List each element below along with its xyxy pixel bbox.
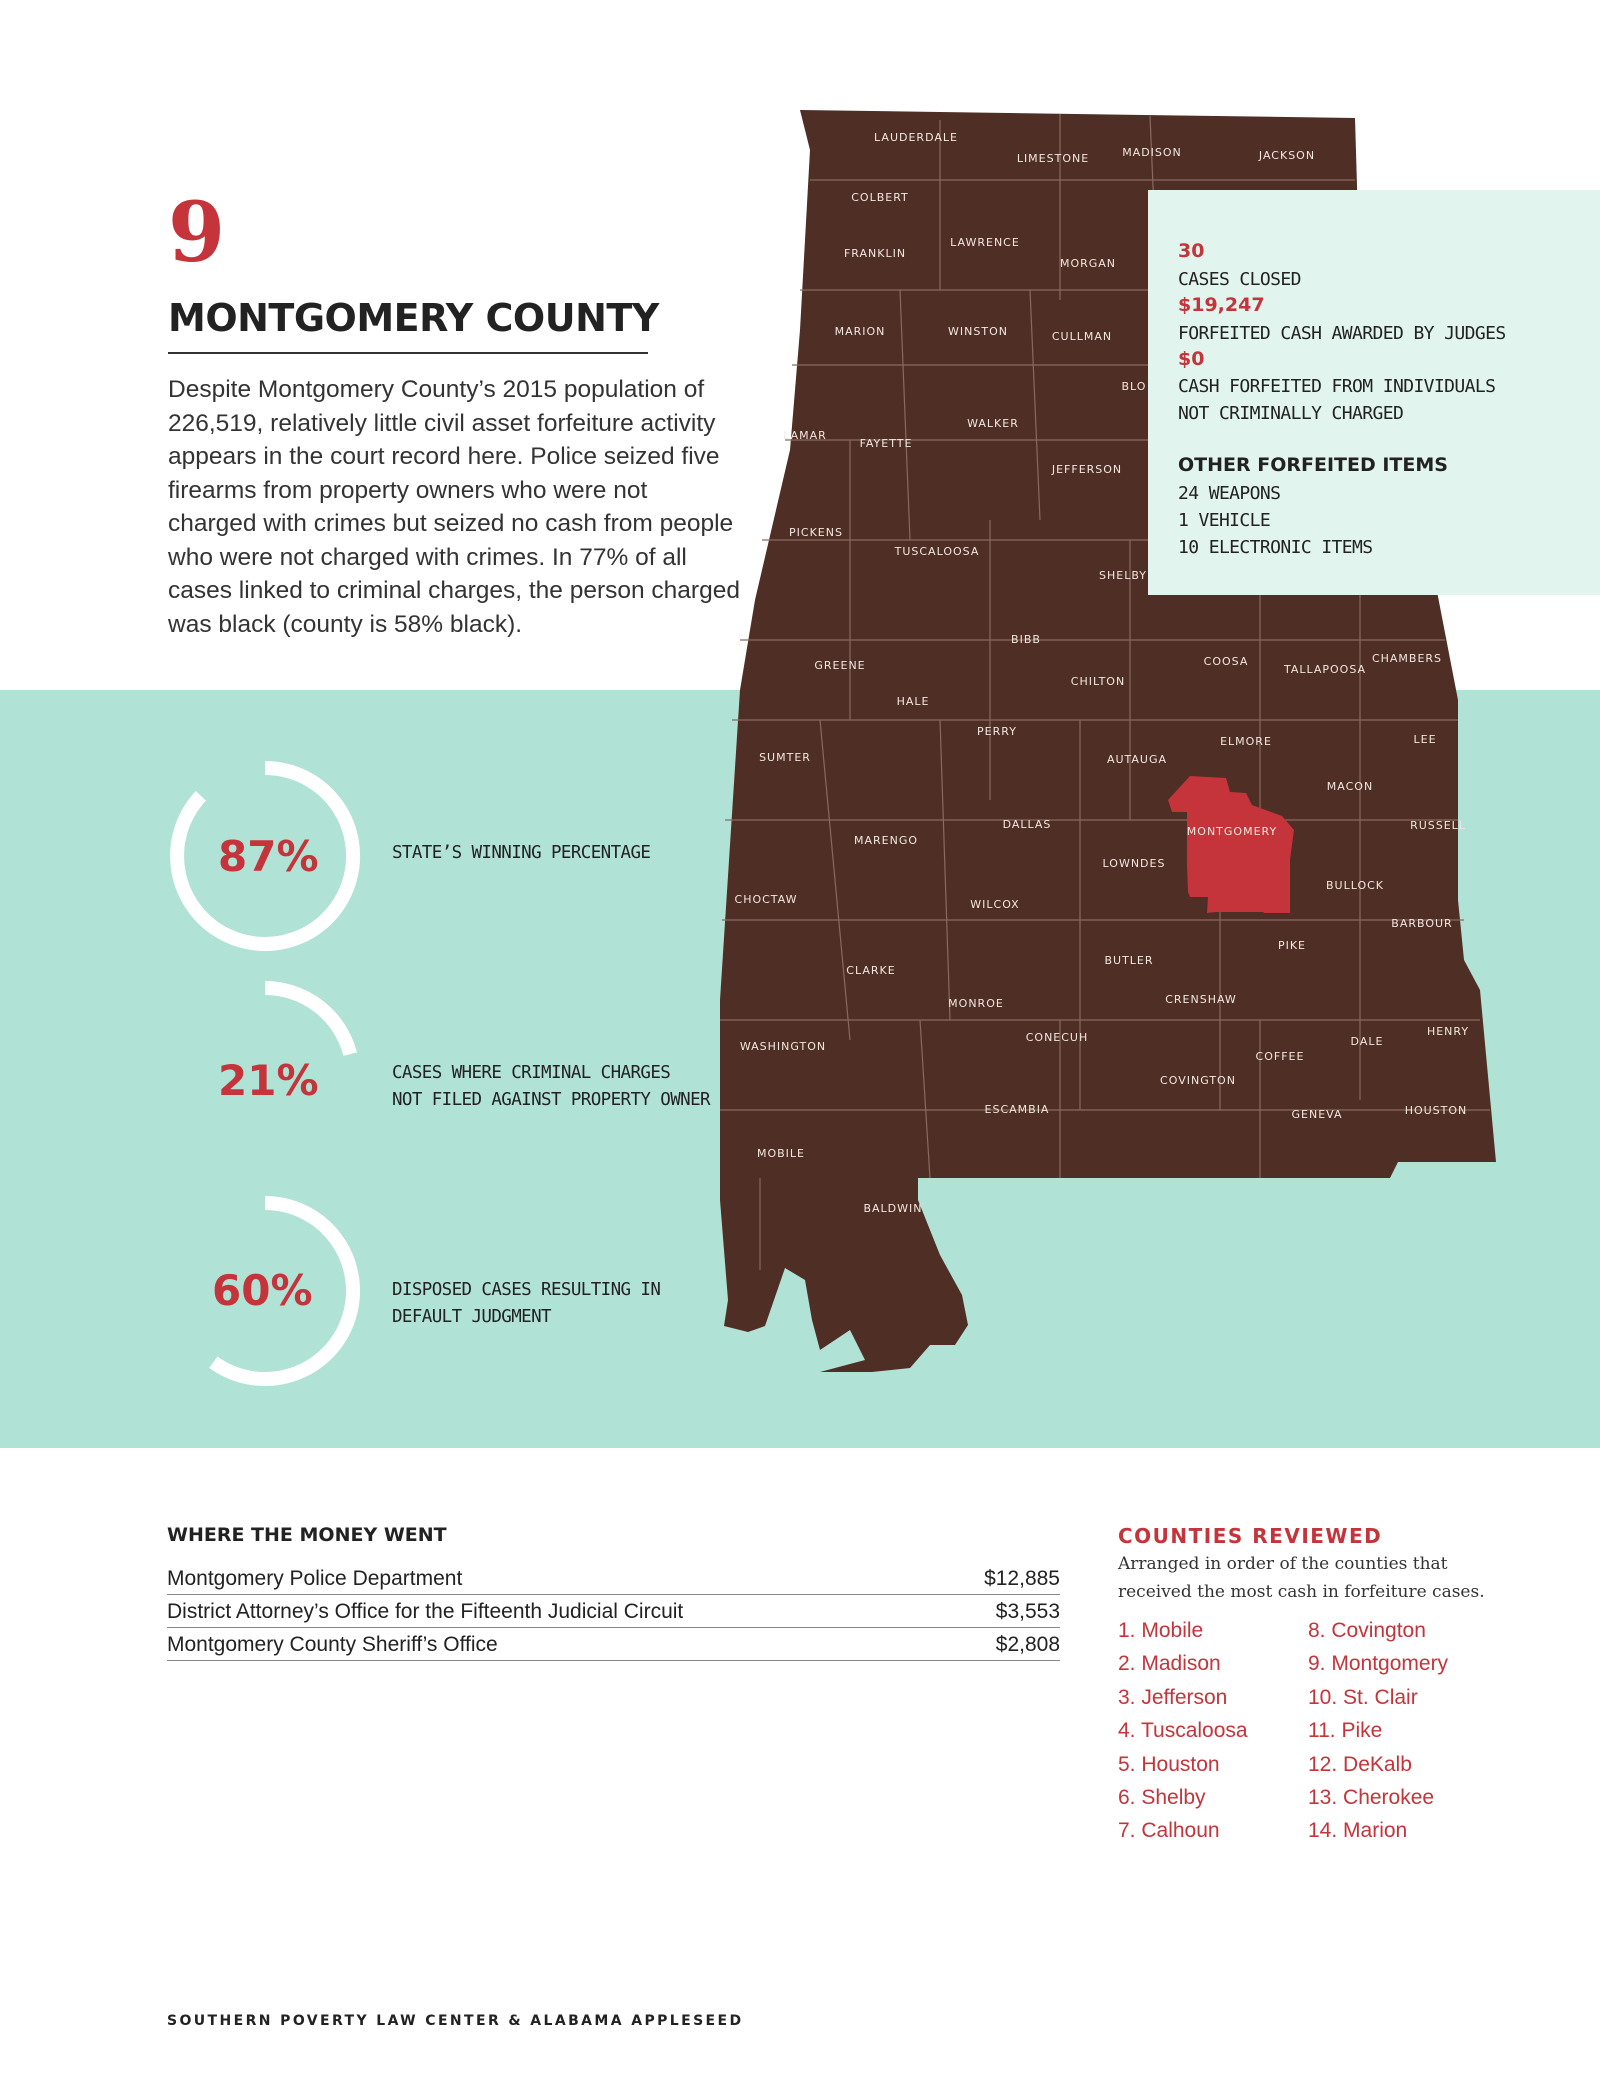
county-label-baldwin: BALDWIN: [863, 1202, 923, 1215]
money-heading: WHERE THE MONEY WENT: [167, 1524, 447, 1546]
not-charged-value: $0: [1178, 348, 1205, 370]
footer-credit: SOUTHERN POVERTY LAW CENTER & ALABAMA APPLESEED: [167, 2013, 744, 2029]
county-label-marengo: MARENGO: [853, 834, 919, 847]
county-label-jefferson: JEFFERSON: [1051, 463, 1123, 476]
list-item: 7. Calhoun: [1118, 1819, 1220, 1843]
counties-list-left: [1118, 1614, 1248, 1848]
county-label-crenshaw: CRENSHAW: [1165, 993, 1237, 1006]
county-rank-number: 9: [168, 185, 226, 281]
county-label-clarke: CLARKE: [846, 964, 896, 977]
county-label-autauga: AUTAUGA: [1106, 753, 1168, 766]
county-label-coffee: COFFEE: [1255, 1050, 1305, 1063]
not-charged-percentage-label-1: CASES WHERE CRIMINAL CHARGES: [392, 1063, 671, 1083]
county-label-winston: WINSTON: [948, 325, 1008, 338]
cases-closed-label: CASES CLOSED: [1178, 269, 1301, 290]
county-label-pickens: PICKENS: [789, 526, 843, 539]
county-label-elmore: ELMORE: [1220, 735, 1272, 748]
county-label-cullman: CULLMAN: [1051, 330, 1113, 343]
county-label-sumter: SUMTER: [759, 751, 811, 764]
counties-reviewed-heading: COUNTIES REVIEWED: [1118, 1524, 1383, 1548]
county-label-greene: GREENE: [814, 659, 866, 672]
county-label-lowndes: LOWNDES: [1102, 857, 1166, 870]
money-row: [167, 1629, 1060, 1661]
cash-awarded-value: $19,247: [1178, 294, 1265, 316]
county-label-colbert: COLBERT: [851, 191, 909, 204]
county-label-barbour: BARBOUR: [1391, 917, 1453, 930]
county-label-geneva: GENEVA: [1291, 1108, 1343, 1121]
county-label-hale: HALE: [896, 695, 930, 708]
default-judgment-percentage-value: 60%: [212, 1266, 313, 1315]
county-label-lee: LEE: [1413, 733, 1437, 746]
list-item: 13. Cherokee: [1308, 1786, 1435, 1810]
other-item: 24 WEAPONS: [1178, 483, 1281, 504]
list-item: 6. Shelby: [1118, 1786, 1206, 1810]
list-item: 1. Mobile: [1118, 1619, 1204, 1642]
money-amount: $3,553: [995, 1600, 1060, 1623]
money-amount: $2,808: [995, 1633, 1060, 1656]
counties-reviewed-subtitle: Arranged in order of the counties that received the most cash in forfeiture cases.: [1118, 1554, 1485, 1602]
county-label-tuscaloosa: TUSCALOOSA: [894, 545, 980, 558]
county-label-dallas: DALLAS: [1002, 818, 1052, 831]
county-label-washington: WASHINGTON: [739, 1040, 827, 1053]
list-item: 10. St. Clair: [1308, 1685, 1418, 1709]
county-label-coosa: COOSA: [1203, 655, 1249, 668]
winning-percentage-value: 87%: [218, 832, 319, 881]
money-recipient: Montgomery County Sheriff’s Office: [167, 1633, 498, 1656]
county-label-mobile: MOBILE: [756, 1147, 806, 1160]
county-label-covington: COVINGTON: [1160, 1074, 1236, 1087]
county-label-shelby: SHELBY: [1099, 569, 1147, 582]
not-charged-percentage-label-2: NOT FILED AGAINST PROPERTY OWNER: [392, 1090, 710, 1110]
county-label-wilcox: WILCOX: [970, 898, 1020, 911]
county-label-tallapoosa: TALLAPOOSA: [1283, 663, 1367, 676]
county-label-jackson: JACKSON: [1258, 149, 1316, 162]
county-label-butler: BUTLER: [1104, 954, 1154, 967]
not-charged-label-2: NOT CRIMINALLY CHARGED: [1178, 403, 1404, 424]
county-label-morgan: MORGAN: [1059, 257, 1117, 270]
other-item: 1 VEHICLE: [1178, 510, 1271, 531]
winning-percentage-label: STATE’S WINNING PERCENTAGE: [392, 843, 651, 863]
county-label-bibb: BIBB: [1011, 633, 1041, 646]
county-label-blo: BLO: [1121, 380, 1147, 393]
county-label-russell: RUSSELL: [1410, 819, 1466, 832]
money-amount: $12,885: [984, 1567, 1060, 1590]
page-title: MONTGOMERY COUNTY: [168, 296, 648, 354]
not-charged-percentage-value: 21%: [218, 1056, 319, 1105]
county-label-dale: DALE: [1350, 1035, 1384, 1048]
county-label-bullock: BULLOCK: [1325, 879, 1385, 892]
list-item: 2. Madison: [1118, 1652, 1221, 1676]
county-label-chilton: CHILTON: [1070, 675, 1126, 688]
county-label-walker: WALKER: [967, 417, 1019, 430]
county-label-montgomery: MONTGOMERY: [1186, 825, 1278, 838]
county-label-choctaw: CHOCTAW: [734, 893, 798, 906]
county-label-lamar: LAMAR: [783, 429, 827, 442]
money-row: [167, 1563, 1060, 1595]
county-label-escambia: ESCAMBIA: [984, 1103, 1050, 1116]
cash-awarded-label: FORFEITED CASH AWARDED BY JUDGES: [1178, 323, 1506, 344]
money-recipient: District Attorney’s Office for the Fifteenth Judicial Circuit: [167, 1600, 684, 1623]
county-label-madison: MADISON: [1122, 146, 1182, 159]
county-label-monroe: MONROE: [948, 997, 1004, 1010]
default-judgment-label-2: DEFAULT JUDGMENT: [392, 1307, 551, 1327]
county-label-lauderdale: LAUDERDALE: [874, 131, 958, 144]
county-label-limestone: LIMESTONE: [1016, 152, 1090, 165]
county-label-conecuh: CONECUH: [1025, 1031, 1089, 1044]
money-row: [167, 1596, 1060, 1628]
county-label-perry: PERRY: [977, 725, 1017, 738]
county-label-fayette: FAYETTE: [859, 437, 913, 450]
list-item: 11. Pike: [1308, 1719, 1383, 1743]
county-label-henry: HENRY: [1426, 1025, 1470, 1038]
other-items-heading: OTHER FORFEITED ITEMS: [1178, 454, 1448, 476]
intro-paragraph: Despite Montgomery County’s 2015 population of 226,519, relatively little civil asset forfeiture activity appears in the court record here. Police seized five firearms from property owners who were not charged with crimes but seized no cash from people who were not charged with crimes. In 77% of all cases linked to criminal charges, the person charged was black (county is 58% black).: [168, 376, 740, 638]
list-item: 4. Tuscaloosa: [1118, 1719, 1248, 1743]
counties-list-right: [1308, 1614, 1448, 1848]
county-label-marion: MARION: [834, 325, 886, 338]
cases-closed-value: 30: [1178, 240, 1205, 262]
county-label-macon: MACON: [1326, 780, 1374, 793]
list-item: 8. Covington: [1308, 1619, 1426, 1642]
county-label-franklin: FRANKLIN: [843, 247, 907, 260]
money-recipient: Montgomery Police Department: [167, 1567, 463, 1590]
not-charged-label-1: CASH FORFEITED FROM INDIVIDUALS: [1178, 376, 1496, 397]
county-label-chambers: CHAMBERS: [1371, 652, 1443, 665]
list-item: 12. DeKalb: [1308, 1752, 1412, 1776]
list-item: 5. Houston: [1118, 1752, 1220, 1776]
other-item: 10 ELECTRONIC ITEMS: [1178, 537, 1373, 558]
county-label-pike: PIKE: [1277, 939, 1307, 952]
list-item: 14. Marion: [1308, 1819, 1408, 1843]
list-item: 9. Montgomery: [1308, 1652, 1449, 1676]
default-judgment-label-1: DISPOSED CASES RESULTING IN: [392, 1280, 661, 1300]
county-label-lawrence: LAWRENCE: [950, 236, 1020, 249]
ring-arc-not-charged: [265, 988, 350, 1054]
county-label-houston: HOUSTON: [1404, 1104, 1468, 1117]
list-item: 3. Jefferson: [1118, 1685, 1228, 1709]
